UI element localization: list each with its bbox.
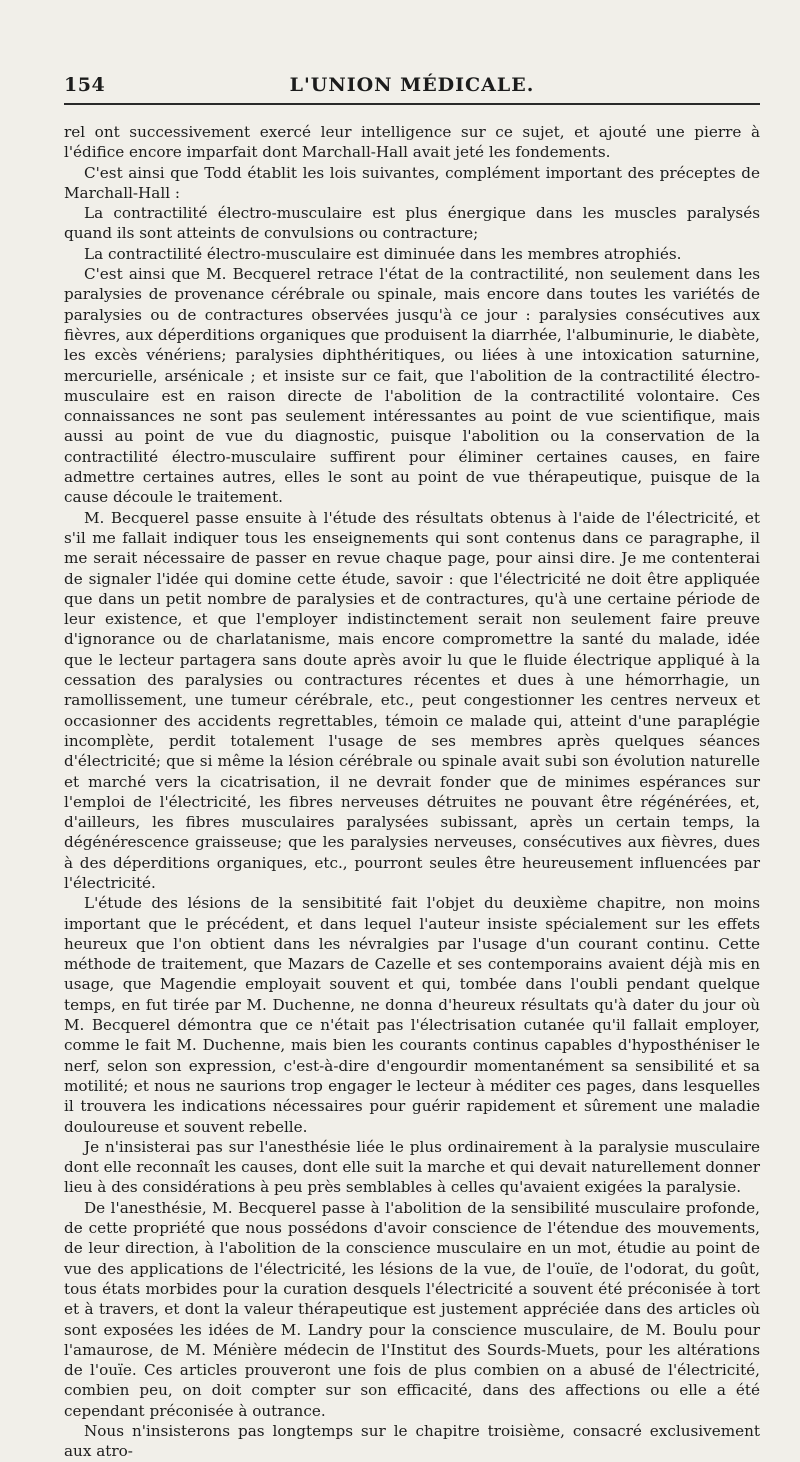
paragraph: C'est ainsi que Todd établit les lois suivantes, complément important des préceptes de Marchall-Hall : xyxy=(64,163,760,202)
paragraph: rel ont successivement exercé leur intelligence sur ce sujet, et ajouté une pierre à l'édifice encore imparfait dont Marchall-Hall avait jeté les fondements. xyxy=(64,123,760,162)
running-head: L'UNION MÉDICALE. xyxy=(289,74,535,96)
paragraph: M. Becquerel passe ensuite à l'étude des résultats obtenus à l'aide de l'électricité, et s'il me fallait indiquer tous les enseignements qui sont contenus dans ce paragraphe, il me serait nécessaire de passer en revue chaque page, pour ainsi dire. Je me contenterai de signaler l'idée qui domine cette étude, savoir : que l'électricité ne doit être appliquée que dans un petit nombre de paralysies et de contractures, qu'à une certaine période de leur existence, et que l'employer indistinctement serait non seulement faire preuve d'ignorance ou de charlatanisme, mais encore compromettre la santé du malade, idée que le lecteur partagera sans doute après avoir lu que le fluide électrique appliqué à la cessation des paralysies ou contractures récentes et dues à une hémorrhagie, un ramollissement, une tumeur cérébrale, etc., peut congestionner les centres nerveux et occasionner des accidents regrettables, témoin ce malade qui, atteint d'une paraplégie incomplète, perdit totalement l'usage de ses membres après quelques séances d'électricité; que si même la lésion cérébrale ou spinale avait subi son évolution naturelle et marché vers la cicatrisation, il ne devrait fonder que de minimes espérances sur l'emploi de l'électricité, les fibres nerveuses détruites ne pouvant être régénérées, et, d'ailleurs, les fibres musculaires paralysées subissant, après un certain temps, la dégénérescence graisseuse; que les paralysies nerveuses, consécutives aux fièvres, dues à des déperditions organiques, etc., pourront seules être heureusement influencées par l'électricité. xyxy=(64,508,760,892)
paragraph: L'étude des lésions de la sensibitité fait l'objet du deuxième chapitre, non moins important que le précédent, et dans lequel l'auteur insiste spécialement sur les effets heureux que l'on obtient dans les névralgies par l'usage d'un courant continu. Cette méthode de traitement, que Mazars de Cazelle et ses contemporains avaient déjà mis en usage, que Magendie employait souvent et qui, tombée dans l'oubli pendant quelque temps, en fut tirée par M. Duchenne, ne donna d'heureux résultats qu'à dater du jour où M. Becquerel démontra que ce n'était pas l'électrisation cutanée qu'il fallait employer, comme le fait M. Duchenne, mais bien les courants continus capables d'hyposthéniser le nerf, selon son expression, c'est-à-dire d'engourdir momentanément sa sensibilité et sa motilité; et nous ne saurions trop engager le lecteur à méditer ces pages, dans lesquelles il trouvera les indications nécessaires pour guérir rapidement et sûrement une maladie douloureuse et souvent rebelle. xyxy=(64,894,760,1136)
body-text xyxy=(64,122,760,1462)
paragraph: C'est ainsi que M. Becquerel retrace l'état de la contractilité, non seulement dans les paralysies de provenance cérébrale ou spinale, mais encore dans toutes les variétés de paralysies ou de contractures observées jusqu'à ce jour : paralysies consécutives aux fièvres, aux déperditions organiques que produisent la diarrhée, l'albuminurie, le diabète, les excès vénériens; paralysies diphthéritiques, ou liées à une intoxication saturnine, mercurielle, arsénicale ; et insiste sur ce fait, que l'abolition de la contractilité électro-musculaire est en raison directe de l'abolition de la contractilité volontaire. Ces connaissances ne sont pas seulement intéressantes au point de vue scientifique, mais aussi au point de vue du diagnostic, puisque l'abolition ou la conservation de la contractilité électro-musculaire suffirent pour éliminer certaines causes, en faire admettre certaines autres, elles le sont au point de vue thérapeutique, puisque de la cause découle le traitement. xyxy=(64,265,760,507)
page-header xyxy=(64,74,760,100)
paragraph: Nous n'insisterons pas longtemps sur le chapitre troisième, consacré exclusivement aux atro- xyxy=(64,1422,760,1461)
page-number: 154 xyxy=(64,74,106,96)
paragraph: La contractilité électro-musculaire est diminuée dans les membres atrophiés. xyxy=(84,244,682,263)
paragraph: La contractilité électro-musculaire est plus énergique dans les muscles paralysés quand ils sont atteints de convulsions ou contracture; xyxy=(64,204,760,243)
header-rule xyxy=(64,103,760,105)
paragraph: Je n'insisterai pas sur l'anesthésie liée le plus ordinairement à la paralysie musculaire dont elle reconnaît les causes, dont elle suit la marche et qui devait naturellement donner lieu à des considérations à peu près semblables à celles qu'avaient exigées la paralysie. xyxy=(64,1137,760,1197)
paragraph: De l'anesthésie, M. Becquerel passe à l'abolition de la sensibilité musculaire profonde, de cette propriété que nous possédons d'avoir conscience de l'étendue des mouvements, de leur direction, à l'abolition de la conscience musculaire en un mot, étudie au point de vue des applications de l'électricité, les lésions de la vue, de l'ouïe, de l'odorat, du goût, tous états morbides pour la curation desquels l'électricité a souvent été préconisée à tort et à travers, et dont la valeur thérapeutique est justement appréciée dans des articles où sont exposées les idées de M. Landry pour la conscience musculaire, de M. Boulu pour l'amaurose, de M. Ménière médecin de l'Institut des Sourds-Muets, pour les altérations de l'ouïe. Ces articles prouveront une fois de plus combien on a abusé de l'électricité, combien peu, on doit compter sur son efficacité, dans des affections ou elle a été cependant préconisée à outrance. xyxy=(64,1198,760,1420)
